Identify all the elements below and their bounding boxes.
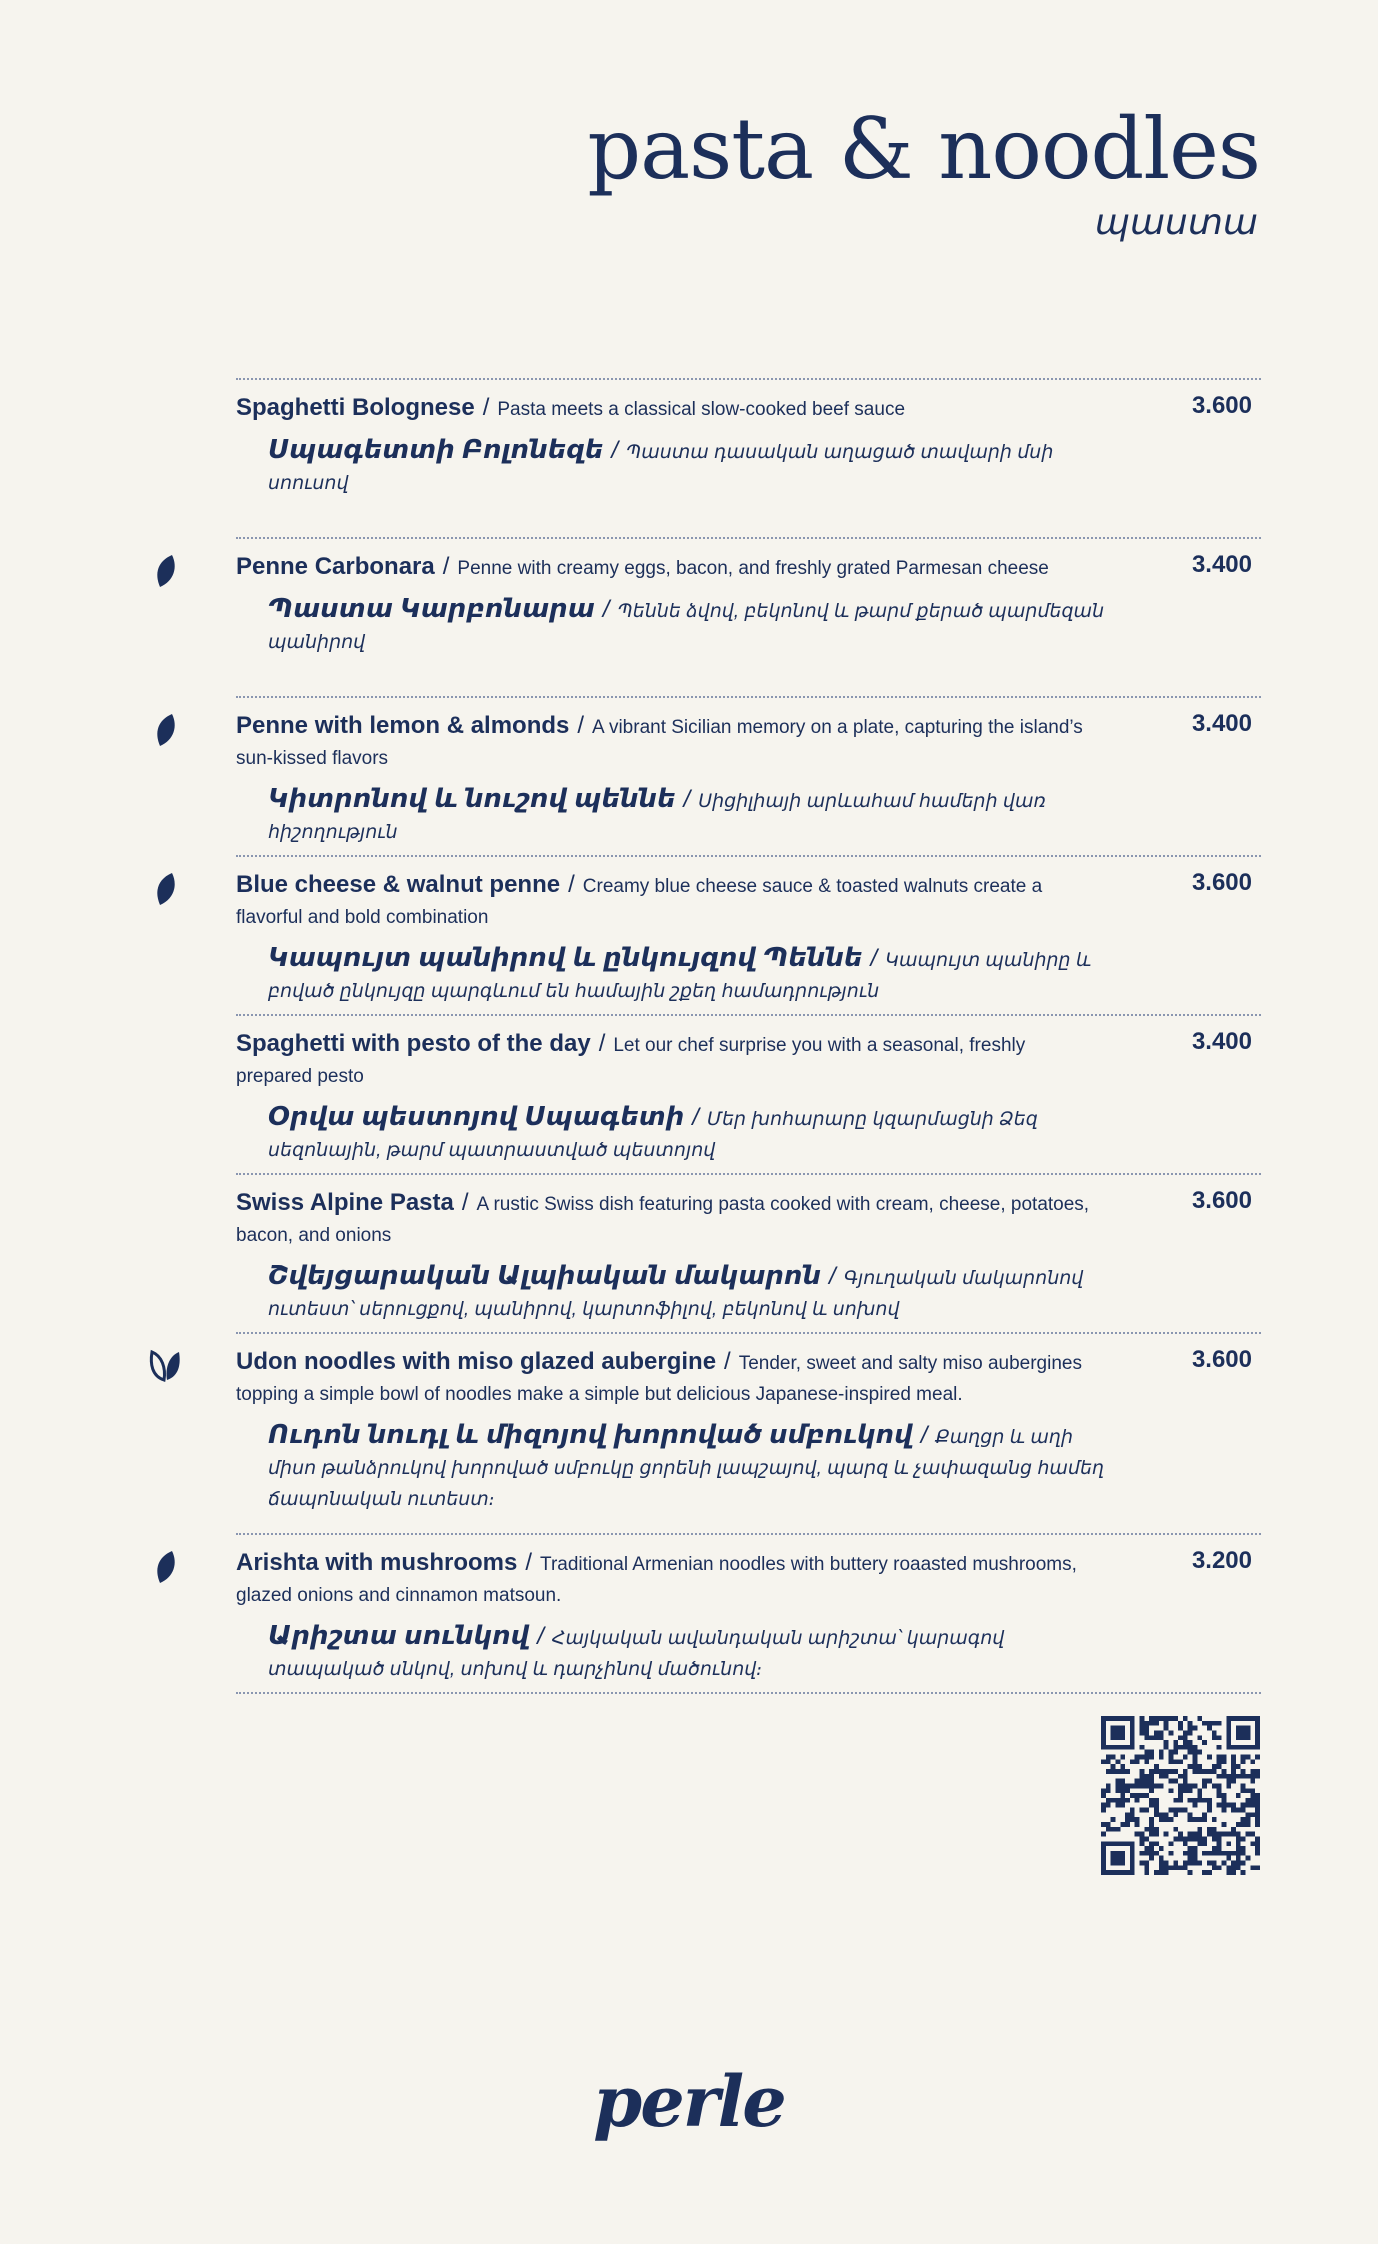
dish-description-en: A vibrant Sicilian memory on a plate, capturing the island’s sun-kissed flavors bbox=[236, 717, 1083, 769]
dish-name-en: Spaghetti Bolognese bbox=[236, 394, 475, 421]
dish-description-en: Traditional Armenian noodles with buttery roaasted mushrooms, glazed onions and cinnamon matsoun. bbox=[236, 1554, 1077, 1606]
dish-description-hy: Սիցիլիայի արևահամ համերի վառ հիշողություն bbox=[268, 791, 1046, 843]
separator: / bbox=[611, 437, 618, 464]
menu-item bbox=[236, 380, 1261, 537]
separator: / bbox=[537, 1623, 544, 1650]
dish-price: 3.600 bbox=[1191, 1346, 1252, 1373]
separator: / bbox=[525, 1549, 533, 1576]
dish-name-en: Swiss Alpine Pasta bbox=[236, 1189, 454, 1216]
dish-description-hy: Հայկական ավանդական արիշտա՝ կարագով տապակած սնկով, սոխով և դարչինով մածունով։ bbox=[268, 1628, 1005, 1680]
separator: / bbox=[598, 1030, 606, 1057]
menu-item bbox=[236, 539, 1261, 696]
dish-name-en: Penne with lemon & almonds bbox=[236, 712, 570, 739]
dish-name-hy: Շվեյցարական Ալպիական մակարոն bbox=[268, 1260, 822, 1290]
separator: / bbox=[482, 394, 490, 421]
menu-item bbox=[236, 1334, 1261, 1533]
dish-description-en: Let our chef surprise you with a seasonal, freshly prepared pesto bbox=[236, 1035, 1026, 1087]
separator: / bbox=[602, 596, 610, 623]
menu-item bbox=[236, 857, 1261, 1014]
dish-description-en: Penne with creamy eggs, bacon, and freshly grated Parmesan cheese bbox=[457, 558, 1049, 579]
dish-name-en: Udon noodles with miso glazed aubergine bbox=[236, 1348, 717, 1375]
vegan-leaves-icon bbox=[148, 1348, 184, 1384]
menu-item bbox=[236, 1016, 1261, 1173]
vegetarian-leaf-icon bbox=[152, 553, 180, 589]
page-subtitle: պաստա bbox=[1094, 202, 1258, 243]
dish-name-hy: Ուդոն նուդլ և միզոյով խորոված սմբուկով bbox=[268, 1419, 913, 1449]
separator: / bbox=[724, 1348, 731, 1375]
dish-name-hy: Կիտրոնով և նուշով պեննե bbox=[268, 783, 676, 813]
dish-description-en: A rustic Swiss dish featuring pasta cooked with cream, cheese, potatoes, bacon, and onions bbox=[236, 1194, 1090, 1246]
dish-name-en: Arishta with mushrooms bbox=[236, 1549, 518, 1576]
separator: / bbox=[461, 1189, 469, 1216]
menu-list bbox=[236, 378, 1261, 1694]
dish-description-hy: Պաստա դասական աղացած տավարի մսի սոուսով bbox=[268, 442, 1054, 494]
dish-description-hy: Մեր խոհարարը կզարմացնի Ձեզ սեզոնային, թարմ պատրաստված պեստոյով bbox=[268, 1109, 1038, 1161]
dish-name-en: Penne Carbonara bbox=[236, 553, 435, 580]
dish-description-en: Creamy blue cheese sauce & toasted walnuts create a flavorful and bold combination bbox=[236, 876, 1043, 928]
brand-logo: perle bbox=[593, 2060, 785, 2143]
separator: / bbox=[870, 945, 878, 972]
separator: / bbox=[568, 871, 575, 898]
dish-description-en: Pasta meets a classical slow-cooked beef sauce bbox=[497, 399, 906, 420]
dish-description-en: Tender, sweet and salty miso aubergines topping a simple bowl of noodles make a simple but delicious Japanese-inspired meal. bbox=[236, 1353, 1082, 1405]
vegetarian-leaf-icon bbox=[152, 871, 180, 907]
dish-description-hy: Կապույտ պանիրը և բոված ընկույզը պարգևում են համային շքեղ համադրություն bbox=[268, 950, 1092, 1002]
dish-name-en: Blue cheese & walnut penne bbox=[236, 871, 561, 898]
separator: / bbox=[692, 1104, 699, 1131]
dish-name-hy: Օրվա պեստոյով Սպագետի bbox=[268, 1101, 685, 1131]
menu-item bbox=[236, 1535, 1261, 1692]
dish-price: 3.400 bbox=[1191, 710, 1252, 737]
vegetarian-leaf-icon bbox=[152, 712, 180, 748]
dish-name-hy: Արիշտա սունկով bbox=[268, 1620, 530, 1650]
dish-name-en: Spaghetti with pesto of the day bbox=[236, 1030, 591, 1057]
menu-item bbox=[236, 1175, 1261, 1332]
menu-item bbox=[236, 698, 1261, 855]
dish-price: 3.600 bbox=[1191, 1187, 1252, 1214]
separator: / bbox=[829, 1263, 836, 1290]
separator: / bbox=[683, 786, 691, 813]
dish-name-hy: Կապույտ պանիրով և ընկույզով Պեննե bbox=[268, 942, 863, 972]
dish-name-hy: Սպագետտի Բոլոնեզե bbox=[268, 434, 604, 464]
dish-price: 3.200 bbox=[1191, 1547, 1252, 1574]
dish-price: 3.400 bbox=[1191, 1028, 1252, 1055]
separator: / bbox=[442, 553, 450, 580]
page-title: pasta & noodles bbox=[587, 100, 1260, 198]
dish-price: 3.400 bbox=[1191, 551, 1252, 578]
separator: / bbox=[920, 1422, 928, 1449]
dish-description-hy: Գյուղական մակարոնով ուտեստ՝ սերուցքով, պանիրով, կարտոֆիլով, բեկոնով և սոխով bbox=[268, 1268, 1084, 1320]
separator: / bbox=[577, 712, 585, 739]
dish-price: 3.600 bbox=[1191, 869, 1252, 896]
qr-code[interactable] bbox=[1101, 1716, 1260, 1875]
divider bbox=[236, 1692, 1261, 1694]
dish-price: 3.600 bbox=[1191, 392, 1252, 419]
dish-description-hy: Պեննե ձվով, բեկոնով և թարմ քերած պարմեզան պանիրով bbox=[268, 601, 1105, 653]
vegetarian-leaf-icon bbox=[152, 1549, 180, 1585]
dish-description-hy: Քաղցր և աղի միսո թանձրուկով խորոված սմբուկը ցորենի լապշայով, պարզ և չափազանց համեղ ճապոնական ուտեստ։ bbox=[268, 1427, 1105, 1510]
dish-name-hy: Պաստա Կարբոնարա bbox=[268, 593, 595, 623]
